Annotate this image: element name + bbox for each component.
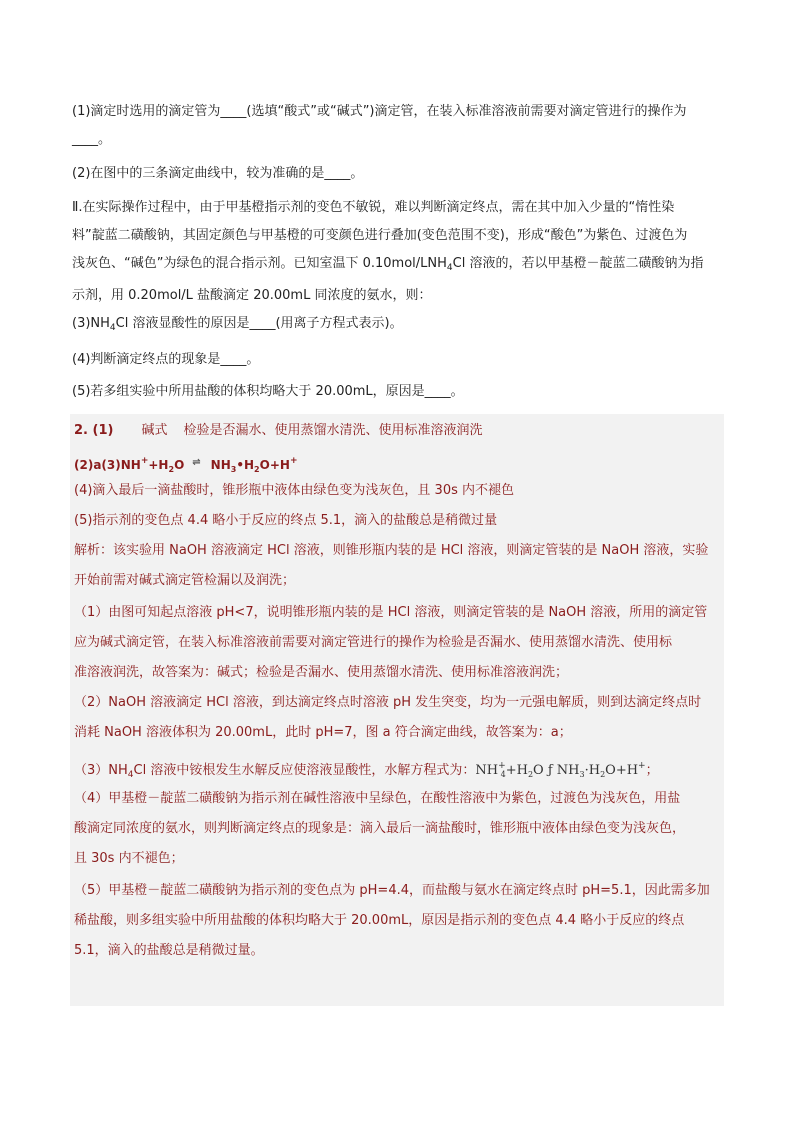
formula-part-1-sup: + xyxy=(498,761,506,771)
question-block xyxy=(72,98,724,406)
question-3-sub: 4 xyxy=(109,323,116,333)
answer-2-a: (2)a(3)NH xyxy=(74,458,141,472)
formula-part-2: +H xyxy=(505,763,528,778)
answer-2-sub2: 2 xyxy=(168,465,175,474)
answer-row-2 xyxy=(74,446,720,476)
analysis-8-b: Cl 溶液中铵根发生水解反应使溶液显酸性，水解方程式为： xyxy=(133,763,476,778)
answer-2-sub4: 2 xyxy=(254,465,260,474)
analysis-row-14: 5.1，滴入的盐酸总是稍微过量。 xyxy=(74,943,264,958)
answer-row-4: (5)指示剂的变色点 4.4 略小于反应的终点 5.1，滴入的盐酸总是稍微过量 xyxy=(74,513,498,528)
formula-part-1-sub: 4 xyxy=(500,770,506,779)
analysis-row-2: 开始前需对碱式滴定管检漏以及润洗； xyxy=(74,573,296,588)
passage-line-2: 料”靛蓝二磺酸钠，其固定颜色与甲基橙的可变颜色进行叠加(变色范围不变)，形成“酸色”为紫色、过渡色为 xyxy=(72,228,688,243)
analysis-row-12: （5）甲基橙－靛蓝二磺酸钠为指示剂的变色点为 pH=4.4，而盐酸与氨水在滴定终点时 pH=5.1，因此需多加 xyxy=(74,883,710,898)
answer-1-b: 检验是否漏水、使用蒸馏水清洗、使用标准溶液润洗 xyxy=(183,423,483,438)
analysis-row-11: 且 30s 内不褪色； xyxy=(74,851,184,866)
equilibrium-arrows-icon: ⇌ xyxy=(192,457,203,468)
answer-2-b: +H xyxy=(148,458,169,472)
question-2: (2)在图中的三条滴定曲线中，较为准确的是____。 xyxy=(72,166,364,181)
question-3-b: Cl 溶液显酸性的原因是____(用离子方程式表示)。 xyxy=(115,316,403,331)
answer-row-3: (4)滴入最后一滴盐酸时，锥形瓶中液体由绿色变为浅灰色，且 30s 内不褪色 xyxy=(74,483,514,498)
question-1-line-2: ____。 xyxy=(72,132,112,147)
analysis-row-6: （2）NaOH 溶液滴定 HCl 溶液，到达滴定终点时溶液 pH 发生突变，均为一元强电解质，则到达滴定终点时 xyxy=(74,695,702,710)
answer-2-sup: + xyxy=(140,456,149,466)
analysis-row-4: 应为碱式滴定管，在装入标准溶液前需要对滴定管进行的操作为检验是否漏水、使用蒸馏水清洗、使用标 xyxy=(74,635,673,650)
passage-line-3-a: 浅灰色、“碱色”为绿色的混合指示剂。已知室温下 0.10mol/LNH xyxy=(72,256,447,271)
answer-row-1 xyxy=(74,416,720,446)
answer-block xyxy=(70,414,724,1006)
passage-line-3-b: Cl 溶液的，若以甲基橙－靛蓝二磺酸钠为指 xyxy=(452,256,704,271)
passage-line-1: Ⅱ.在实际操作过程中，由于甲基橙指示剂的变色不敏锐，难以判断滴定终点，需在其中加入少量的“惰性染 xyxy=(72,200,675,215)
answer-2-c: O xyxy=(174,458,185,472)
formula-part-3: O ƒ NH xyxy=(533,763,580,778)
formula-part-4: ·H xyxy=(584,763,601,778)
analysis-row-7: 消耗 NaOH 溶液体积为 20.00mL，此时 pH=7，图 a 符合滴定曲线，故答案为：a； xyxy=(74,725,572,740)
answer-2-f: O+H xyxy=(259,458,290,472)
analysis-row-3: （1）由图可知起点溶液 pH<7，说明锥形瓶内装的是 HCl 溶液，则滴定管装的是 NaOH 溶液，所用的滴定管 xyxy=(74,605,708,620)
analysis-8-a: （3）NH xyxy=(74,763,128,778)
formula-part-3-sub: 3 xyxy=(579,770,585,779)
analysis-8-end: ； xyxy=(645,763,659,778)
formula-part-1: NH xyxy=(475,763,499,778)
analysis-row-9: （4）甲基橙－靛蓝二磺酸钠为指示剂在碱性溶液中呈绿色，在酸性溶液中为紫色，过渡色为浅灰色，用盐 xyxy=(74,791,681,806)
question-3 xyxy=(72,310,724,342)
passage-line-4: 示剂，用 0.20mol/L 盐酸滴定 20.00mL 同浓度的氨水，则： xyxy=(72,288,432,303)
question-3-a: (3)NH xyxy=(72,316,110,331)
answer-1-a: 碱式 xyxy=(141,423,168,438)
formula-part-2-sub: 2 xyxy=(527,770,534,779)
analysis-row-1: 解析：该实验用 NaOH 溶液滴定 HCl 溶液，则锥形瓶内装的是 HCl 溶液，则滴定管装的是 NaOH 溶液，实验 xyxy=(74,543,709,558)
formula-part-4-sub: 2 xyxy=(600,770,606,779)
question-4: (4)判断滴定终点的现象是____。 xyxy=(72,352,260,367)
formula-part-5: O+H xyxy=(605,763,639,778)
answer-2-sup2: + xyxy=(289,456,298,466)
analysis-8-sub: 4 xyxy=(127,770,134,780)
analysis-row-8 xyxy=(74,748,720,784)
analysis-row-5: 准溶液润洗，故答案为：碱式；检验是否漏水、使用蒸馏水清洗、使用标准溶液润洗； xyxy=(74,665,569,680)
passage-line-3 xyxy=(72,250,724,282)
analysis-row-13: 稀盐酸，则多组实验中所用盐酸的体积均略大于 20.00mL，原因是指示剂的变色点 4.4 略小于反应的终点 xyxy=(74,913,685,928)
passage-line-3-sub: 4 xyxy=(446,263,453,273)
formula-part-5-sup: + xyxy=(638,761,646,771)
answer-2-d: NH xyxy=(210,458,231,472)
analysis-row-10: 酸滴定同浓度的氨水，则判断滴定终点的现象是：滴入最后一滴盐酸时，锥形瓶中液体由绿色变为浅灰色， xyxy=(74,821,686,836)
question-5: (5)若多组实验中所用盐酸的体积均略大于 20.00mL，原因是____。 xyxy=(72,384,464,399)
answer-number: 2. (1) xyxy=(74,423,114,438)
answer-2-e: •H xyxy=(236,458,255,472)
answer-2-sub3: 3 xyxy=(230,465,237,474)
question-1-line-1: (1)滴定时选用的滴定管为____(选填“酸式”或“碱式”)滴定管，在装入标准溶液前需要对滴定管进行的操作为 xyxy=(72,104,687,119)
